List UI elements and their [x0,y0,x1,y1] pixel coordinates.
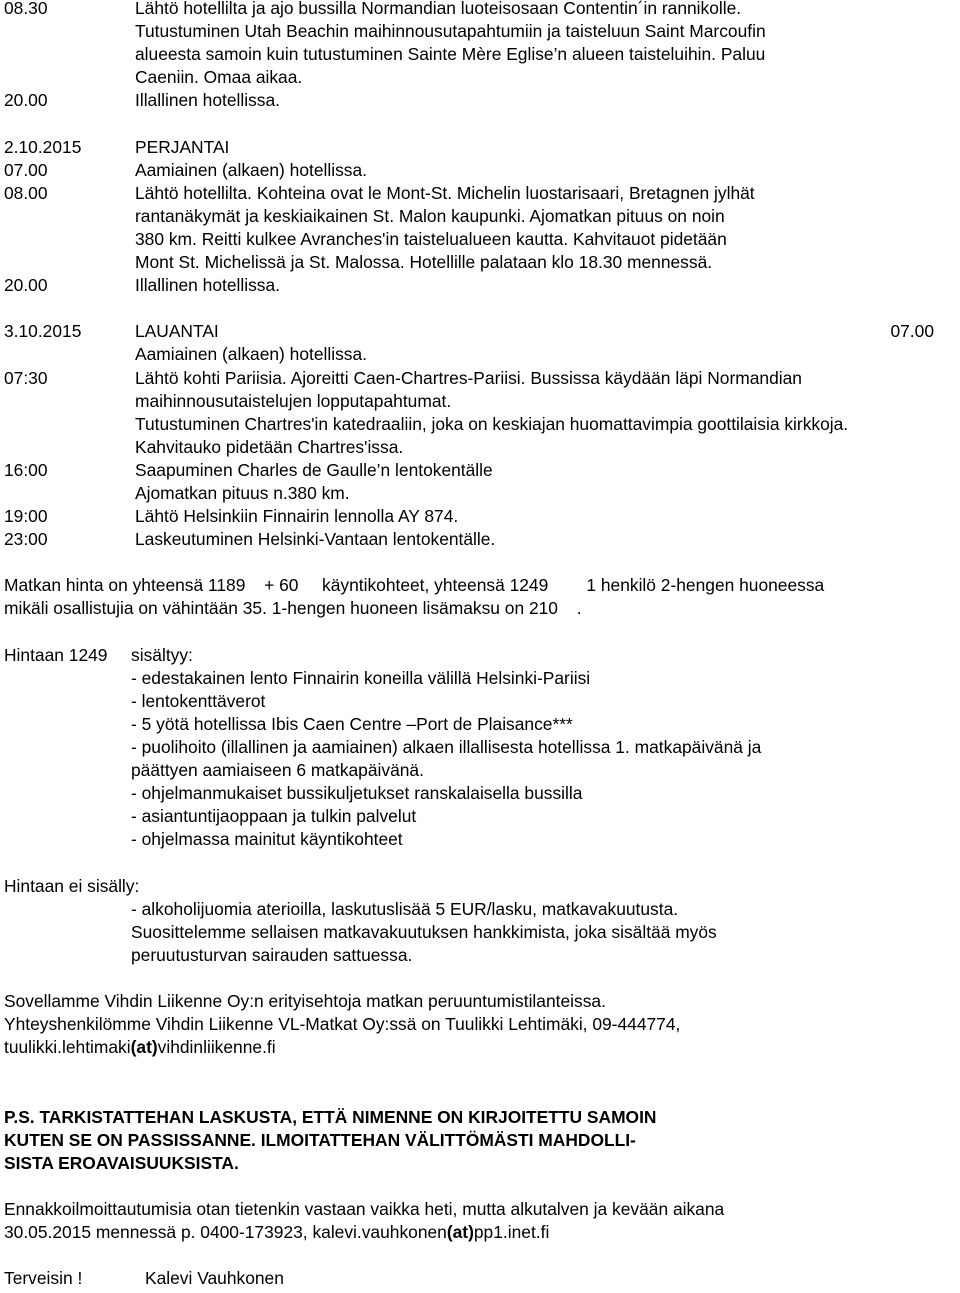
excludes-heading: Hintaan ei sisälly: [4,875,140,896]
schedule-time: 07:30 [4,367,48,388]
includes-list: - edestakainen lento Finnairin koneilla välillä Helsinki-Pariisi - lentokenttäverot - 5 yötä hotellissa Ibis Caen Centre –Port de Plaisance*** - puolihoito (illallinen ja aamiainen) alkaen illallisesta hotellissa 1. matkapäivänä ja päättyen aamiaiseen 6 matkapäivänä. - ohjelmanmukaiset bussikuljetukset ranskalaisella bussilla - asiantuntijaoppaan ja tulkin palvelut - ohjelmassa mainitut käyntikohteet [131,667,762,850]
schedule-time: 20.00 [4,90,48,111]
price-line: mikäli osallistujia on vähintään 35. 1-hengen huoneen lisämaksu on 210 . [4,598,582,619]
schedule-time: 07.00 [4,159,48,180]
schedule-text: Aamiainen (alkaen) hotellissa. [135,159,367,180]
schedule-row [4,182,958,274]
schedule-text: Lähtö hotellilta ja ajo bussilla Normandian luoteisosaan Contentin´in rannikolle. Tutustuminen Utah Beachin maihinnousutapahtumiin ja taisteluun Saint Marcoufin alueesta samoin kuin tutustuminen Sainte Mère Eglise’n alueen taisteluihin. Paluu Caeniin. Omaa aikaa. [135,0,766,88]
schedule-row [4,343,958,366]
email-at: (at) [130,1037,158,1058]
schedule-row [4,367,958,459]
schedule-text: Aamiainen (alkaen) hotellissa. [135,344,367,365]
day-date: 2.10.2015 [4,136,82,157]
schedule-row [4,0,958,89]
price-line: Matkan hinta on yhteensä 1189 + 60  käyntikohteet, yhteensä 1249  1 henkilö 2-hengen huoneessa [4,575,825,596]
schedule-row [4,159,958,182]
registration-at: (at) [446,1221,474,1242]
registration-suffix: pp1.inet.fi [473,1221,550,1242]
signoff [4,1267,958,1290]
schedule-text: Illallinen hotellissa. [135,275,281,296]
signoff-name: Kalevi Vauhkonen [145,1268,284,1289]
schedule-time: 23:00 [4,529,48,550]
schedule-text: Saapuminen Charles de Gaulle’n lentokentälle Ajomatkan pituus n.380 km. [135,459,493,503]
ps-note: P.S. TARKISTATTEHAN LASKUSTA, ETTÄ NIMENNE ON KIRJOITETTU SAMOIN KUTEN SE ON PASSISSANNE. ILMOITATTEHAN VÄLITTÖMÄSTI MAHDOLLI- SISTA EROAVAISUUKSISTA. [4,1106,657,1173]
contact-person: Yhteyshenkilömme Vihdin Liikenne VL-Matkat Oy:ssä on Tuulikki Lehtimäki, 09-444774, [4,1014,681,1035]
schedule-row [4,528,958,551]
itinerary-document [4,0,958,1290]
schedule-text: Lähtö kohti Pariisia. Ajoreitti Caen-Chartres-Pariisi. Bussissa käydään läpi Normandian maihinnousutaistelujen lopputapahtumat. Tutustuminen Chartres'in katedraaliin, joka on keskiajan huomattavimpia goottilaisia kirkkoja. Kahvitauko pidetään Chartres'issa. [135,367,849,457]
signoff-greeting: Terveisin ! [4,1268,83,1289]
day-heading [4,136,958,159]
contact-email [4,1036,958,1059]
registration-line: Ennakkoilmoittautumisia otan tietenkin vastaan vaikka heti, mutta alkutalven ja kevään aikana [4,1198,725,1219]
schedule-time: 07.00 [890,321,934,342]
schedule-time: 19:00 [4,506,48,527]
email-domain: vihdinliikenne.fi [157,1037,276,1058]
registration-contact [4,1221,958,1244]
schedule-time: 08.00 [4,182,48,203]
day-weekday: LAUANTAI [135,321,219,342]
schedule-time: 20.00 [4,275,48,296]
email-user: tuulikki.lehtimaki [4,1037,131,1058]
schedule-row [4,459,958,505]
schedule-text: Laskeutuminen Helsinki-Vantaan lentokentälle. [135,529,496,550]
schedule-row [4,89,958,112]
terms-note: Sovellamme Vihdin Liikenne Oy:n erityisehtoja matkan peruuntumistilanteissa. [4,991,606,1012]
schedule-text: Lähtö Helsinkiin Finnairin lennolla AY 874. [135,506,459,527]
day-weekday: PERJANTAI [135,136,230,157]
schedule-row [4,505,958,528]
schedule-row [4,274,958,297]
schedule-time: 16:00 [4,459,48,480]
includes-heading: Hintaan 1249  sisältyy: [4,644,193,665]
schedule-text: Illallinen hotellissa. [135,90,281,111]
schedule-text: Lähtö hotellilta. Kohteina ovat le Mont-St. Michelin luostarisaari, Bretagnen jylhät rantanäkymät ja keskiaikainen St. Malon kaupunki. Ajomatkan pituus on noin 380 km. Reitti kulkee Avranches'in taistelualueen kautta. Kahvitauot pidetään Mont St. Michelissä ja St. Malossa. Hotellille palataan klo 18.30 mennessä. [135,182,755,273]
registration-prefix: 30.05.2015 mennessä p. 0400-173923, kalevi.vauhkonen [4,1221,447,1242]
schedule-time: 08.30 [4,0,48,18]
day-heading [4,320,958,343]
day-date: 3.10.2015 [4,321,82,342]
excludes-list: - alkoholijuomia aterioilla, laskutuslisää 5 EUR/lasku, matkavakuutusta. Suosittelemme sellaisen matkavakuutuksen hankkimista, joka sisältää myös peruutusturvan sairauden sattuessa. [131,898,717,965]
